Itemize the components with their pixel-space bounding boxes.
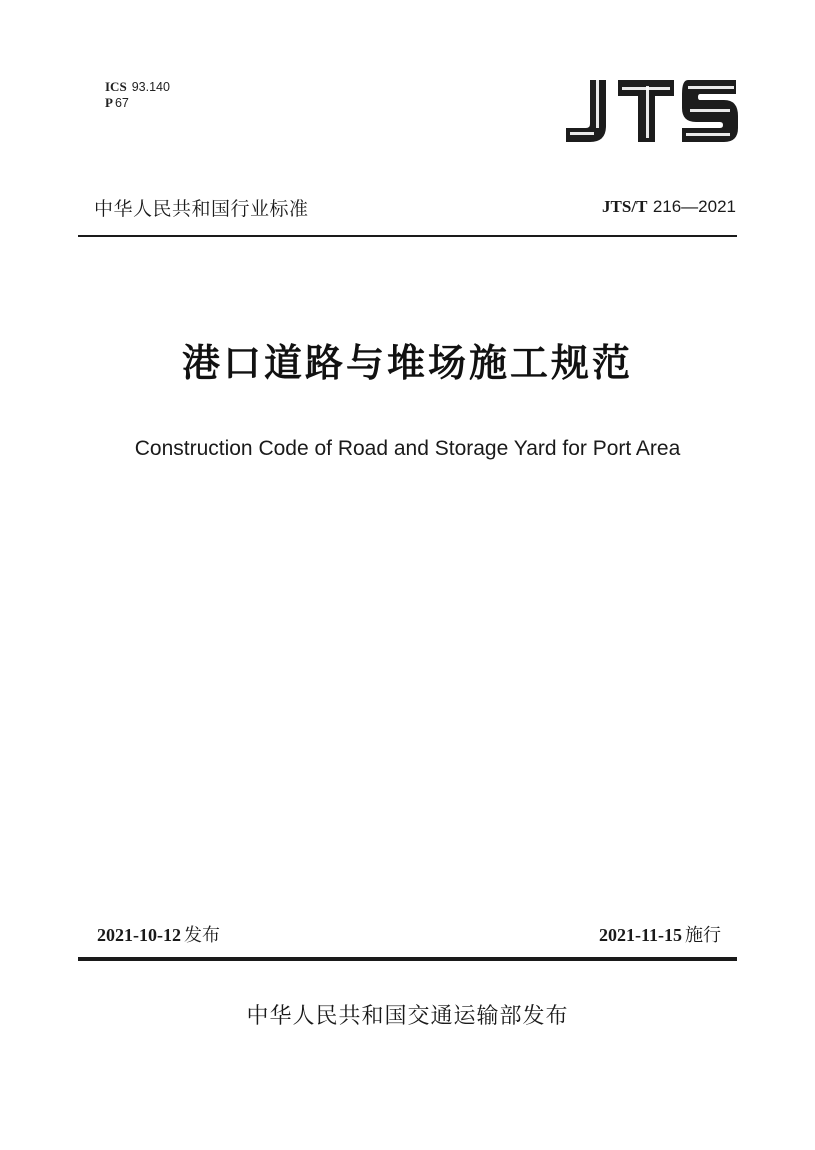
implement-date-line [599, 921, 721, 947]
ccs-label: P [105, 95, 113, 110]
title-chinese: 港口道路与堆场施工规范 [181, 340, 633, 385]
header-divider [78, 235, 737, 237]
issue-label: 发布 [184, 925, 220, 946]
footer-divider [78, 957, 737, 961]
ics-value: 93.140 [131, 80, 170, 94]
classification-codes [105, 79, 170, 111]
implement-date: 2021-11-15 [599, 925, 682, 945]
standard-code-number: 216—2021 [652, 197, 736, 216]
standard-type: 中华人民共和国行业标准 [94, 198, 309, 220]
issue-date-line [97, 921, 220, 947]
publisher: 中华人民共和国交通运输部发布 [246, 1004, 569, 1029]
standard-code [602, 197, 736, 217]
standard-code-prefix: JTS/T [602, 197, 648, 216]
issue-date: 2021-10-12 [97, 925, 181, 945]
ccs-value: 67 [114, 96, 129, 110]
ics-label: ICS [105, 79, 127, 94]
ccs-code [105, 95, 170, 111]
jts-logo [560, 76, 740, 146]
ics-code [105, 79, 170, 95]
implement-label: 施行 [685, 925, 721, 946]
title-english: Construction Code of Road and Storage Yard for Port Area [134, 437, 681, 460]
